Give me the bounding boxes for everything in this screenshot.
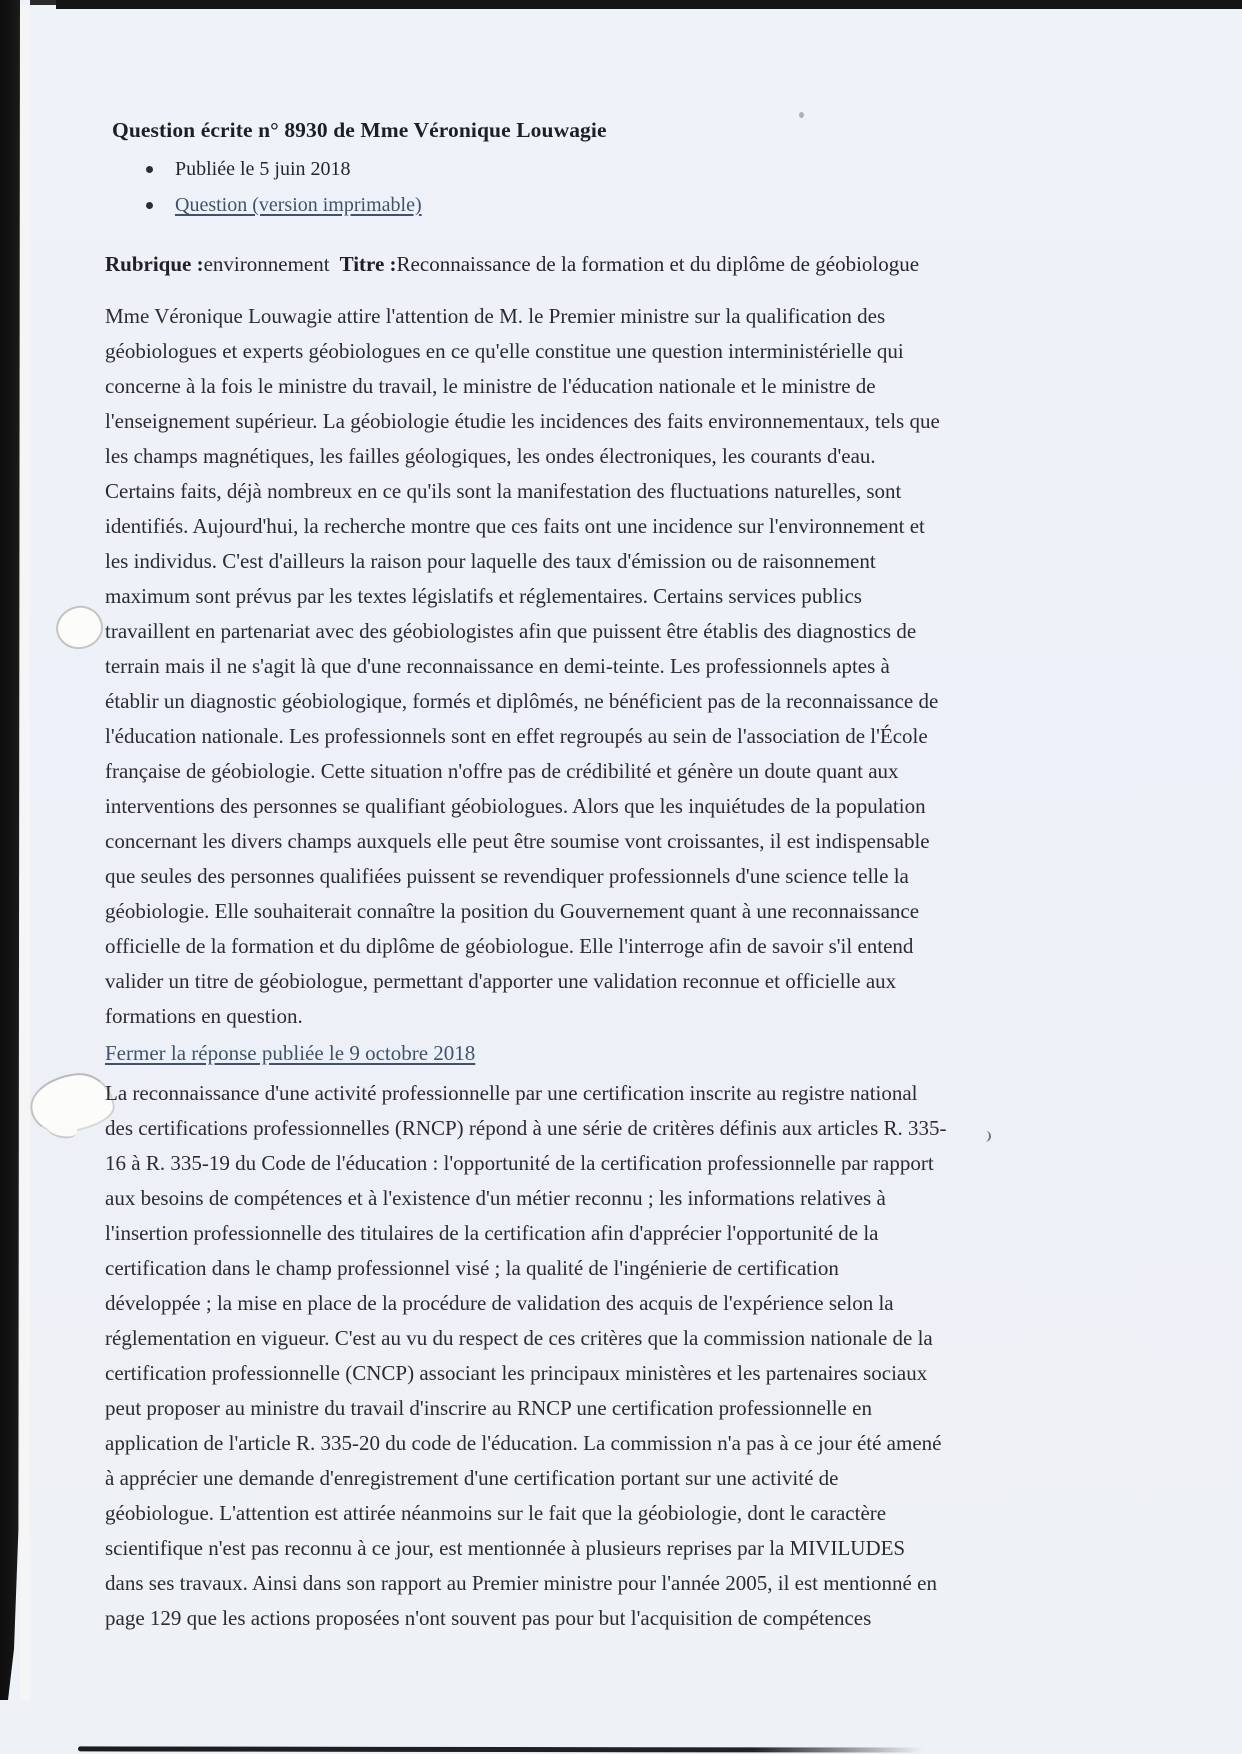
titre-label: Titre :	[339, 252, 397, 276]
question-text-line: Mme Véronique Louwagie attire l'attention de M. le Premier ministre sur la qualification des	[105, 304, 886, 328]
published-date-label: Publiée le 5 juin 2018	[175, 158, 351, 180]
question-text-line: établir un diagnostic géobiologique, formés et diplômés, ne bénéficient pas de la reconnaissance de	[105, 689, 939, 713]
response-text-line: réglementation en vigueur. C'est au vu du respect de ces critères que la commission nationale de la	[105, 1326, 933, 1350]
question-printable-link[interactable]: Question (version imprimable)	[175, 194, 422, 216]
question-text-line: identifiés. Aujourd'hui, la recherche montre que ces faits ont une incidence sur l'environnement et	[105, 514, 925, 538]
response-paragraph	[105, 1076, 947, 1636]
question-text-line: interventions des personnes se qualifiant géobiologues. Alors que les inquiétudes de la population	[105, 794, 926, 818]
rubrique-value: environnement	[203, 252, 330, 276]
scan-edge-left	[0, 0, 20, 1700]
question-text-line: géobiologie. Elle souhaiterait connaître la position du Gouvernement quant à une reconnaissance	[105, 899, 920, 923]
response-text-line: aux besoins de compétences et à l'existence d'un métier reconnu ; les informations relatives à	[105, 1186, 886, 1210]
response-text-line: 16 à R. 335-19 du Code de l'éducation : l'opportunité de la certification professionnelle par rapport	[105, 1151, 934, 1175]
question-text-line: officielle de la formation et du diplôme de géobiologue. Elle l'interroge afin de savoir s'il entend	[105, 934, 914, 958]
question-text-line: formations en question.	[105, 1004, 303, 1028]
question-text-line: concerne à la fois le ministre du travail, le ministre de l'éducation nationale et le ministre de	[105, 374, 876, 398]
close-response-link[interactable]: Fermer la réponse publiée le 9 octobre 2018	[105, 1041, 476, 1065]
response-text-line: La reconnaissance d'une activité professionnelle par une certification inscrite au registre national	[105, 1081, 918, 1105]
meta-item-question-link	[146, 194, 422, 217]
response-text-line: à apprécier une demande d'enregistrement d'une certification portant sur une activité de	[105, 1466, 839, 1490]
scan-squiggle-mark	[984, 1131, 992, 1142]
response-text-line: peut proposer au ministre du travail d'inscrire au RNCP une certification professionnelle en	[105, 1396, 872, 1420]
question-text-line: géobiologues et experts géobiologues en ce qu'elle constitue une question interministérielle qui	[105, 339, 904, 363]
question-text-line: Certains faits, déjà nombreux en ce qu'ils sont la manifestation des fluctuations naturelles, sont	[105, 479, 902, 503]
question-text-line: maximum sont prévus par les textes législatifs et réglementaires. Certains services publics	[105, 584, 862, 608]
response-text-line: l'insertion professionnelle des titulaires de la certification afin d'apprécier l'opportunité de la	[105, 1221, 879, 1245]
question-text-line: française de géobiologie. Cette situation n'offre pas de crédibilité et génère un doute quant aux	[105, 759, 899, 783]
rubrique-label: Rubrique :	[105, 252, 204, 276]
question-text-line: que seules des personnes qualifiées puissent se revendiquer professionnels d'une science telle la	[105, 864, 909, 888]
response-text-line: géobiologue. L'attention est attirée néanmoins sur le fait que la géobiologie, dont le caractère	[105, 1501, 887, 1525]
response-text-line: scientifique n'est pas reconnu à ce jour, est mentionnée à plusieurs reprises par la MIVILUDES	[105, 1536, 906, 1560]
response-text-line: certification dans le champ professionnel visé ; la qualité de l'ingénierie de certification	[105, 1256, 839, 1280]
bullet-icon	[146, 202, 153, 209]
question-text-line: valider un titre de géobiologue, permettant d'apporter une validation reconnue et officielle aux	[105, 969, 897, 993]
question-text-line: travaillent en partenariat avec des géobiologistes afin que puissent être établis des diagnostics de	[105, 619, 917, 643]
question-paragraph	[105, 299, 940, 1034]
question-text-line: concernant les divers champs auxquels elle peut être soumise vont croissantes, il est indispensable	[105, 829, 930, 853]
question-text-line: les individus. C'est d'ailleurs la raison pour laquelle des taux d'émission ou de raisonnement	[105, 549, 876, 573]
response-text-line: page 129 que les actions proposées n'ont souvent pas pour but l'acquisition de compétences	[105, 1606, 872, 1630]
question-text-line: terrain mais il ne s'agit là que d'une reconnaissance en demi-teinte. Les professionnels aptes à	[105, 654, 890, 678]
scan-edge-top	[56, 0, 1242, 9]
scan-edge-bottom	[78, 1746, 923, 1752]
hole-punch-artifact	[52, 602, 107, 654]
question-text-line: les champs magnétiques, les failles géologiques, les ondes électroniques, les courants d'eau.	[105, 444, 876, 468]
titre-value: Reconnaissance de la formation et du diplôme de géobiologue	[396, 252, 920, 276]
meta-item-published	[146, 158, 351, 181]
bullet-icon	[146, 166, 153, 173]
page-title: Question écrite n° 8930 de Mme Véronique Louwagie	[112, 118, 607, 142]
response-text-line: application de l'article R. 335-20 du code de l'éducation. La commission n'a pas à ce jour été amené	[105, 1431, 942, 1455]
scan-speck	[799, 112, 804, 118]
rubrique-titre-line	[105, 252, 919, 277]
scan-edge-sliver	[20, 6, 30, 1700]
response-text-line: dans ses travaux. Ainsi dans son rapport au Premier ministre pour l'année 2005, il est mentionné en	[105, 1571, 937, 1595]
question-text-line: l'enseignement supérieur. La géobiologie étudie les incidences des faits environnementaux, tels que	[105, 409, 940, 433]
response-text-line: développée ; la mise en place de la procédure de validation des acquis de l'expérience selon la	[105, 1291, 894, 1315]
correction-blob-tail-artifact	[46, 1120, 78, 1140]
question-text-line: l'éducation nationale. Les professionnels sont en effet regroupés au sein de l'association de l'École	[105, 724, 928, 748]
response-text-line: certification professionnelle (CNCP) associant les principaux ministères et les partenaires sociaux	[105, 1361, 928, 1385]
response-text-line: des certifications professionnelles (RNCP) répond à une série de critères définis aux articles R. 335-	[105, 1116, 947, 1140]
